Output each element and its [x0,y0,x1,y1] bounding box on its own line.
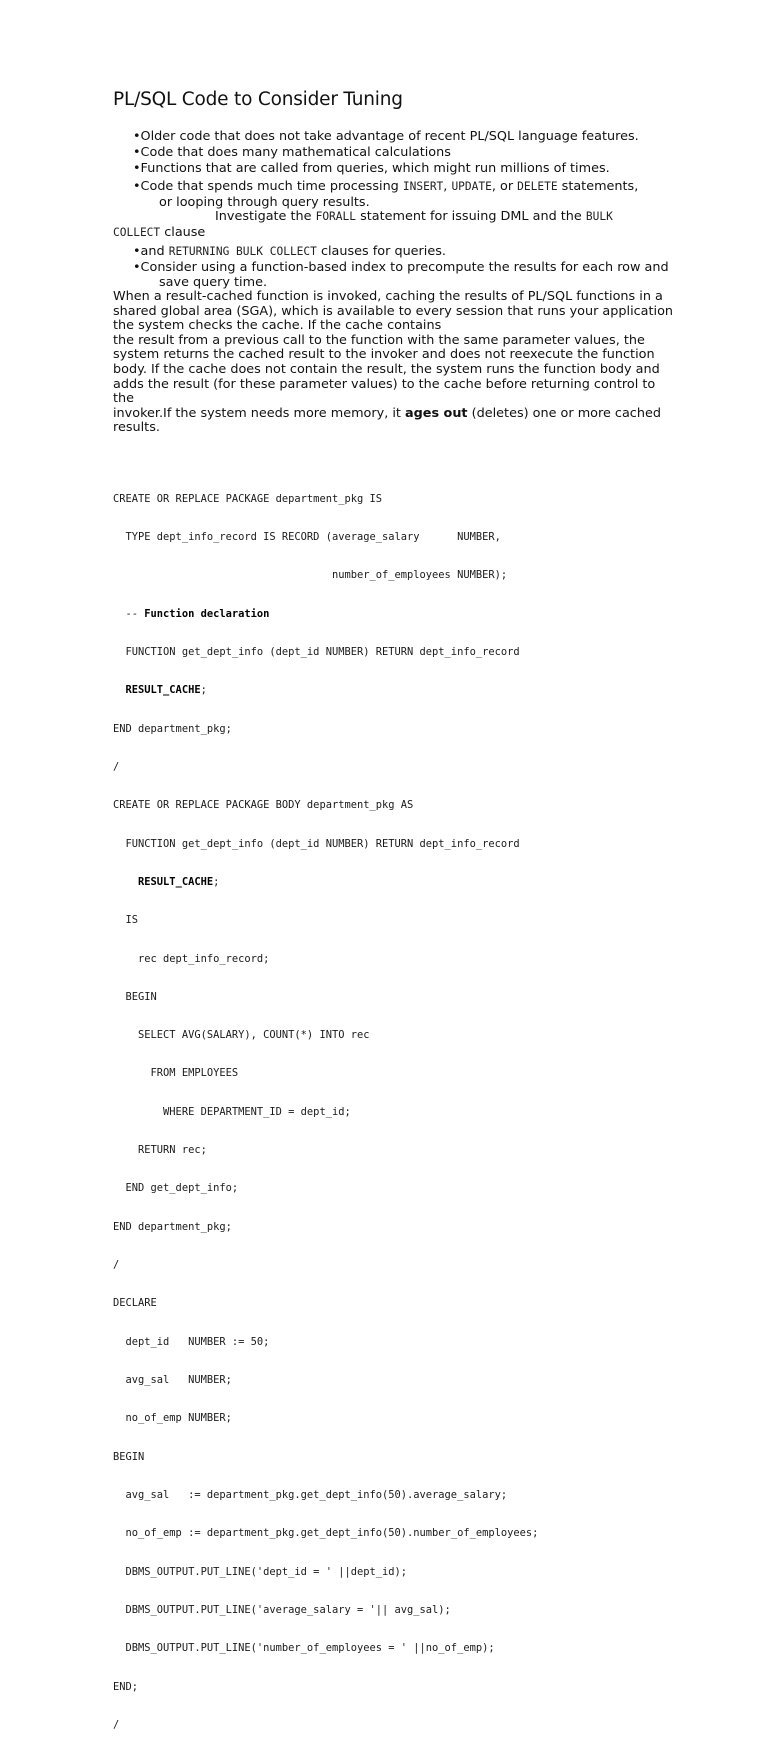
bullet-returning-text-end: clauses for queries. [316,244,446,259]
paragraph-line [113,407,673,422]
bullet-returning-bulk-collect [133,244,446,260]
code-semicolon: ; [213,875,220,888]
code-line [113,684,538,697]
keyword-collect: COLLECT [113,226,161,239]
keyword-update: UPDATE [451,180,492,193]
code-line: FUNCTION get_dept_info (dept_id NUMBER) RETURN dept_info_record [113,837,520,850]
keyword-delete: DELETE [517,180,558,193]
ages-out-emphasis: ages out [404,405,468,421]
paragraph-text: invoker.If the system needs more memory, it [113,405,405,421]
code-line: / [113,760,120,773]
keyword-insert: INSERT [402,180,444,193]
code-line: FUNCTION get_dept_info (dept_id NUMBER) RETURN dept_info_record [113,645,520,658]
code-semicolon: ; [200,684,207,697]
paragraph-line: the system checks the cache. If the cache contains [113,318,442,334]
paragraph-line: results. [113,420,160,436]
keyword-result-cache: RESULT_CACHE [138,875,214,888]
code-line: BEGIN [113,1450,145,1463]
code-line: CREATE OR REPLACE PACKAGE BODY department_pkg AS [113,799,414,812]
code-line: DBMS_OUTPUT.PUT_LINE('number_of_employees = ' ||no_of_emp); [113,1642,495,1655]
code-line: rec dept_info_record; [113,952,270,965]
code-listing [113,467,538,1757]
investigate-text: Investigate the [215,209,316,224]
code-line [113,608,538,621]
paragraph-line: When a result-cached function is invoked, caching the results of PL/SQL functions in a [113,289,663,304]
bullet-returning-text: •and [133,244,169,259]
code-line: IS [113,914,139,927]
code-line: BEGIN [113,990,157,1003]
code-line: END department_pkg; [113,1220,232,1233]
collect-clause-line [113,225,205,241]
code-line: DBMS_OUTPUT.PUT_LINE('dept_id = ' ||dept_id); [113,1565,408,1578]
code-line: SELECT AVG(SALARY), COUNT(*) INTO rec [113,1029,370,1042]
paragraph-text: (deletes) one or more cached [467,405,661,421]
code-line: WHERE DEPARTMENT_ID = dept_id; [113,1105,351,1118]
code-comment-prefix: -- [113,607,145,620]
collect-clause-text: clause [160,225,206,240]
keyword-result-cache: RESULT_CACHE [125,684,201,697]
keyword-forall: FORALL [315,210,356,223]
bullet-dml-text: •Code that spends much time processing [133,179,403,194]
code-line: number_of_employees NUMBER); [113,569,508,582]
code-line: no_of_emp NUMBER; [113,1412,232,1425]
code-indent [113,876,138,888]
code-line: FROM EMPLOYEES [113,1067,239,1080]
bullet-older-code: •Older code that does not take advantage of recent PL/SQL language features. [133,129,639,144]
paragraph-line: body. If the cache does not contain the result, the system runs the function body and [113,361,660,377]
keyword-bulk: BULK [585,210,613,223]
code-indent [113,684,126,696]
code-line: DBMS_OUTPUT.PUT_LINE('average_salary = '|| avg_sal); [113,1604,451,1617]
keyword-returning-bulk-collect: RETURNING BULK COLLECT [168,245,317,258]
code-line: dept_id NUMBER := 50; [113,1335,270,1348]
separator: , [443,179,452,194]
code-line [113,876,538,889]
code-line: / [113,1259,120,1272]
investigate-text-mid: statement for issuing DML and the [356,209,586,224]
code-line: DECLARE [113,1297,157,1310]
paragraph-line: adds the result (for these parameter values) to the cache before returning control to [113,376,656,392]
code-line: / [113,1719,120,1732]
code-line: RETURN rec; [113,1144,207,1157]
code-line: CREATE OR REPLACE PACKAGE department_pkg IS [113,492,382,505]
code-line: END get_dept_info; [113,1182,239,1195]
paragraph-line: shared global area (SGA), which is available to every session that runs your application [113,303,674,319]
page-title: PL/SQL Code to Consider Tuning [113,89,403,110]
bullet-dml-continuation: or looping through query results. [159,195,370,210]
separator: , or [491,179,518,194]
paragraph-line: the result from a previous call to the function with the same parameter values, the [113,332,645,348]
code-line: END department_pkg; [113,722,232,735]
paragraph-line: system returns the cached result to the invoker and does not reexecute the function [113,347,655,363]
paragraph-line: the [113,391,135,407]
investigate-line [215,209,613,225]
bullet-dml-processing [133,179,638,195]
result-cache-paragraph [113,290,673,436]
code-line: avg_sal NUMBER; [113,1374,232,1387]
bullet-functions-from-queries: •Functions that are called from queries, which might run millions of times. [133,161,610,176]
bullet-function-based-index: •Consider using a function-based index to precompute the results for each row and [133,260,669,275]
code-line: END; [113,1680,139,1693]
bullet-math-calculations: •Code that does many mathematical calculations [133,145,451,160]
bullet-index-continuation: save query time. [159,275,268,290]
code-line: no_of_emp := department_pkg.get_dept_info(50).number_of_employees; [113,1527,539,1540]
code-comment-function-declaration: Function declaration [144,607,270,620]
bullet-dml-text-end: statements, [557,179,639,194]
code-line: TYPE dept_info_record IS RECORD (average_salary NUMBER, [113,530,501,543]
code-line: avg_sal := department_pkg.get_dept_info(50).average_salary; [113,1489,508,1502]
